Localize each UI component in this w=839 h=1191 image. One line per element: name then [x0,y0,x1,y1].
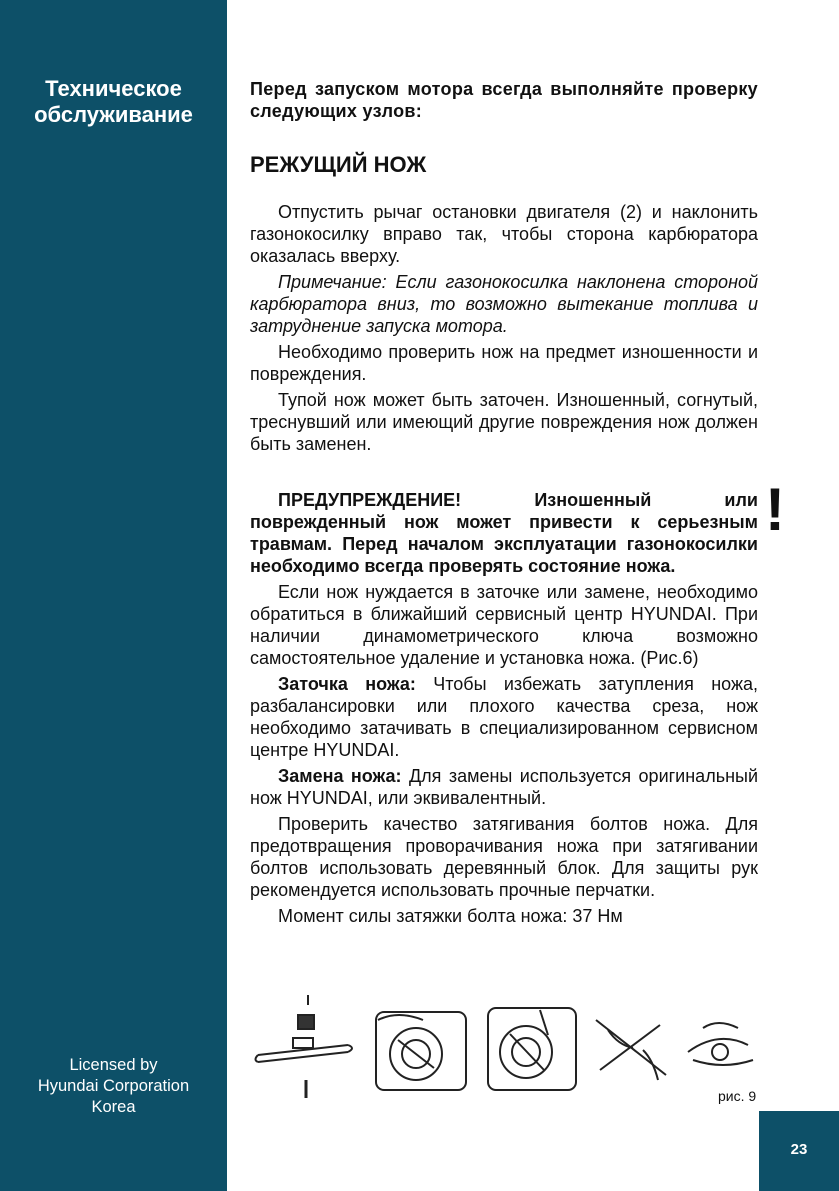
page-number-box [759,1111,839,1191]
license-line3: Korea [91,1098,136,1116]
paragraph-replacement [250,765,758,809]
main-content [250,78,758,931]
sharpening-text: Чтобы избежать затупления ножа, разбалансировки или плохого качества среза, нож необходимо затачивать в специализированном сервисном центре HYUNDAI. [250,674,758,760]
section-title-line1: Техническое [45,76,182,101]
license-note [0,1055,227,1118]
intro-text: Перед запуском мотора всегда выполняйте проверку следующих узлов: [250,79,758,121]
paragraph-sharpening [250,673,758,761]
torque-line: Момент силы затяжки болта ножа: 37 Нм [278,906,623,926]
paragraph-tilt: Отпустить рычаг остановки двигателя (2) и наклонить газонокосилку вправо так, чтобы сторона карбюратора оказалась вверху. [250,202,758,266]
warning-paragraph: ПРЕДУПРЕЖДЕНИЕ! Изношенный или поврежденный нож может привести к серьезным травмам. Перед началом эксплуатации газонокосилки необходимо всегда проверять состояние ножа. [250,490,758,576]
paragraph-bolts: Проверить качество затягивания болтов ножа. Для предотвращения проворачивания ножа при затягивании болтов использовать деревянный блок. Для защиты рук рекомендуется использовать прочные перчатки. [250,814,758,900]
blade-removal-figure-1 [376,1012,466,1090]
paragraph-dull-blade: Тупой нож может быть заточен. Изношенный, согнутый, треснувший или имеющий другие повреждения нож должен быть заменен. [250,390,758,454]
section-heading: РЕЖУЩИЙ НОЖ [250,152,427,177]
replacement-label: Замена ножа: [278,766,402,786]
page-number: 23 [790,1141,808,1158]
paragraph-service: Если нож нуждается в заточке или замене, необходимо обратиться в ближайший сервисный центр HYUNDAI. При наличии динамометрического ключа возможно самостоятельное удаление и установка ножа. (Рис.6) [250,582,758,668]
license-line1: Licensed by [69,1056,158,1074]
blade-assembly-figure [256,995,353,1098]
paragraph-check: Необходимо проверить нож на предмет изношенности и повреждения. [250,342,758,384]
warning-exclamation-icon: ! [765,476,785,543]
blade-illustrations [248,990,760,1110]
section-title [0,76,227,128]
blade-balance-figure [688,1023,753,1065]
sidebar [0,0,227,1191]
figure-caption: рис. 9 [718,1088,757,1104]
section-title-line2: обслуживание [34,102,193,127]
blade-removal-figure-2 [488,1008,576,1090]
license-line2: Hyundai Corporation [37,1077,190,1095]
replacement-text: Для замены используется оригинальный нож HYUNDAI, или эквивалентный. [250,766,759,808]
note-paragraph: Примечание: Если газонокосилка наклонена стороной карбюратора вниз, то возможно вытекание топлива и затруднение запуска мотора. [250,272,758,336]
blade-sharpening-figure [596,1020,666,1080]
sharpening-label: Заточка ножа: [278,674,416,694]
